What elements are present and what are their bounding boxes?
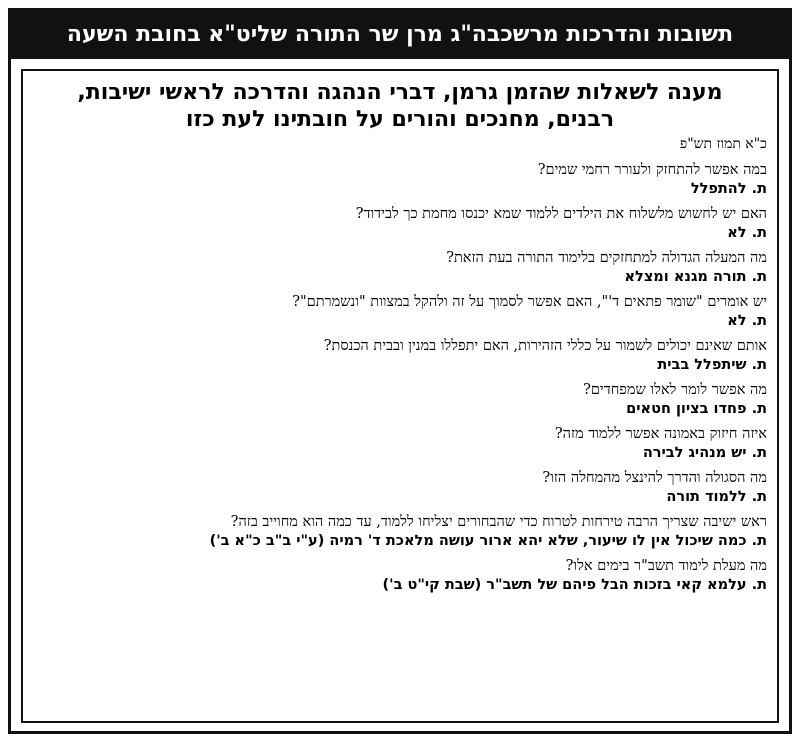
answer: ת. כמה שיכול אין לו שיעור, שלא יהא ארור עושה מלאכת ד' רמיה (ע"י ב"ב כ"א ב') xyxy=(209,533,767,549)
answer: ת. עלמא קאי בזכות הבל פיהם של תשב"ר (שבת קי"ט ב') xyxy=(382,577,767,593)
qa-item xyxy=(33,293,767,331)
headline xyxy=(33,79,767,133)
question: יש אומרים "שומר פתאים ד'", האם אפשר לסמוך על זה ולהקל במצוות "ונשמרתם"? xyxy=(292,294,767,310)
question: מה המעלה הגדולה למתחזקים בלימוד התורה בעת הזאת? xyxy=(446,250,767,266)
qa-item xyxy=(33,161,767,199)
question: במה אפשר להתחזק ולעורר רחמי שמים? xyxy=(537,162,767,178)
answer: ת. תורה מגנא ומצלא xyxy=(624,269,767,285)
qa-item xyxy=(33,381,767,419)
answer: ת. לא xyxy=(727,225,767,241)
question: אותם שאינם יכולים לשמור על כללי הזהירות, האם יתפללו במנין ובבית הכנסת? xyxy=(323,338,767,354)
question: ראש ישיבה שצריך הרבה טירחות לטרוח כדי שהבחורים יצליחו ללמוד, עד כמה הוא מחוייב בזה? xyxy=(230,514,767,530)
content-box xyxy=(21,69,779,723)
question: מה אפשר לומר לאלו שמפחדים? xyxy=(583,382,767,398)
qa-item xyxy=(33,337,767,375)
answer: ת. פחדו בציון חטאים xyxy=(626,401,767,417)
banner-title: תשובות והדרכות מרשכבה"ג מרן שר התורה שליט"א בחובת השעה xyxy=(11,11,789,59)
qa-item xyxy=(33,205,767,243)
question: האם יש לחשוש מלשלוח את הילדים ללמוד שמא יכנסו מחמת כך לבידוד? xyxy=(355,206,767,222)
question: איזה חיזוק באמונה אפשר ללמוד מזה? xyxy=(554,426,767,442)
answer: ת. להתפלל xyxy=(690,181,767,197)
answer: ת. שיתפלל בבית xyxy=(657,357,767,373)
answer: ת. ללמוד תורה xyxy=(666,489,767,505)
date: כ"א תמוז תש"פ xyxy=(679,136,767,152)
question: מה הסגולה והדרך להינצל מהמחלה הזו? xyxy=(542,470,767,486)
headline-line-1: מענה לשאלות שהזמן גרמן, דברי הנהגה והדרכה לראשי ישיבות, xyxy=(77,80,723,105)
qa-item xyxy=(33,513,767,551)
qa-item xyxy=(33,557,767,595)
announcement xyxy=(8,8,792,734)
answer: ת. לא xyxy=(727,313,767,329)
qa-item xyxy=(33,249,767,287)
headline-line-2: רבנים, מחנכים והורים על חובתינו לעת כזו xyxy=(185,107,615,132)
qa-item xyxy=(33,469,767,507)
qa-item xyxy=(33,425,767,463)
answer: ת. יש מנהיג לבירה xyxy=(642,445,767,461)
question: מה מעלת לימוד תשב"ר בימים אלו? xyxy=(565,558,767,574)
